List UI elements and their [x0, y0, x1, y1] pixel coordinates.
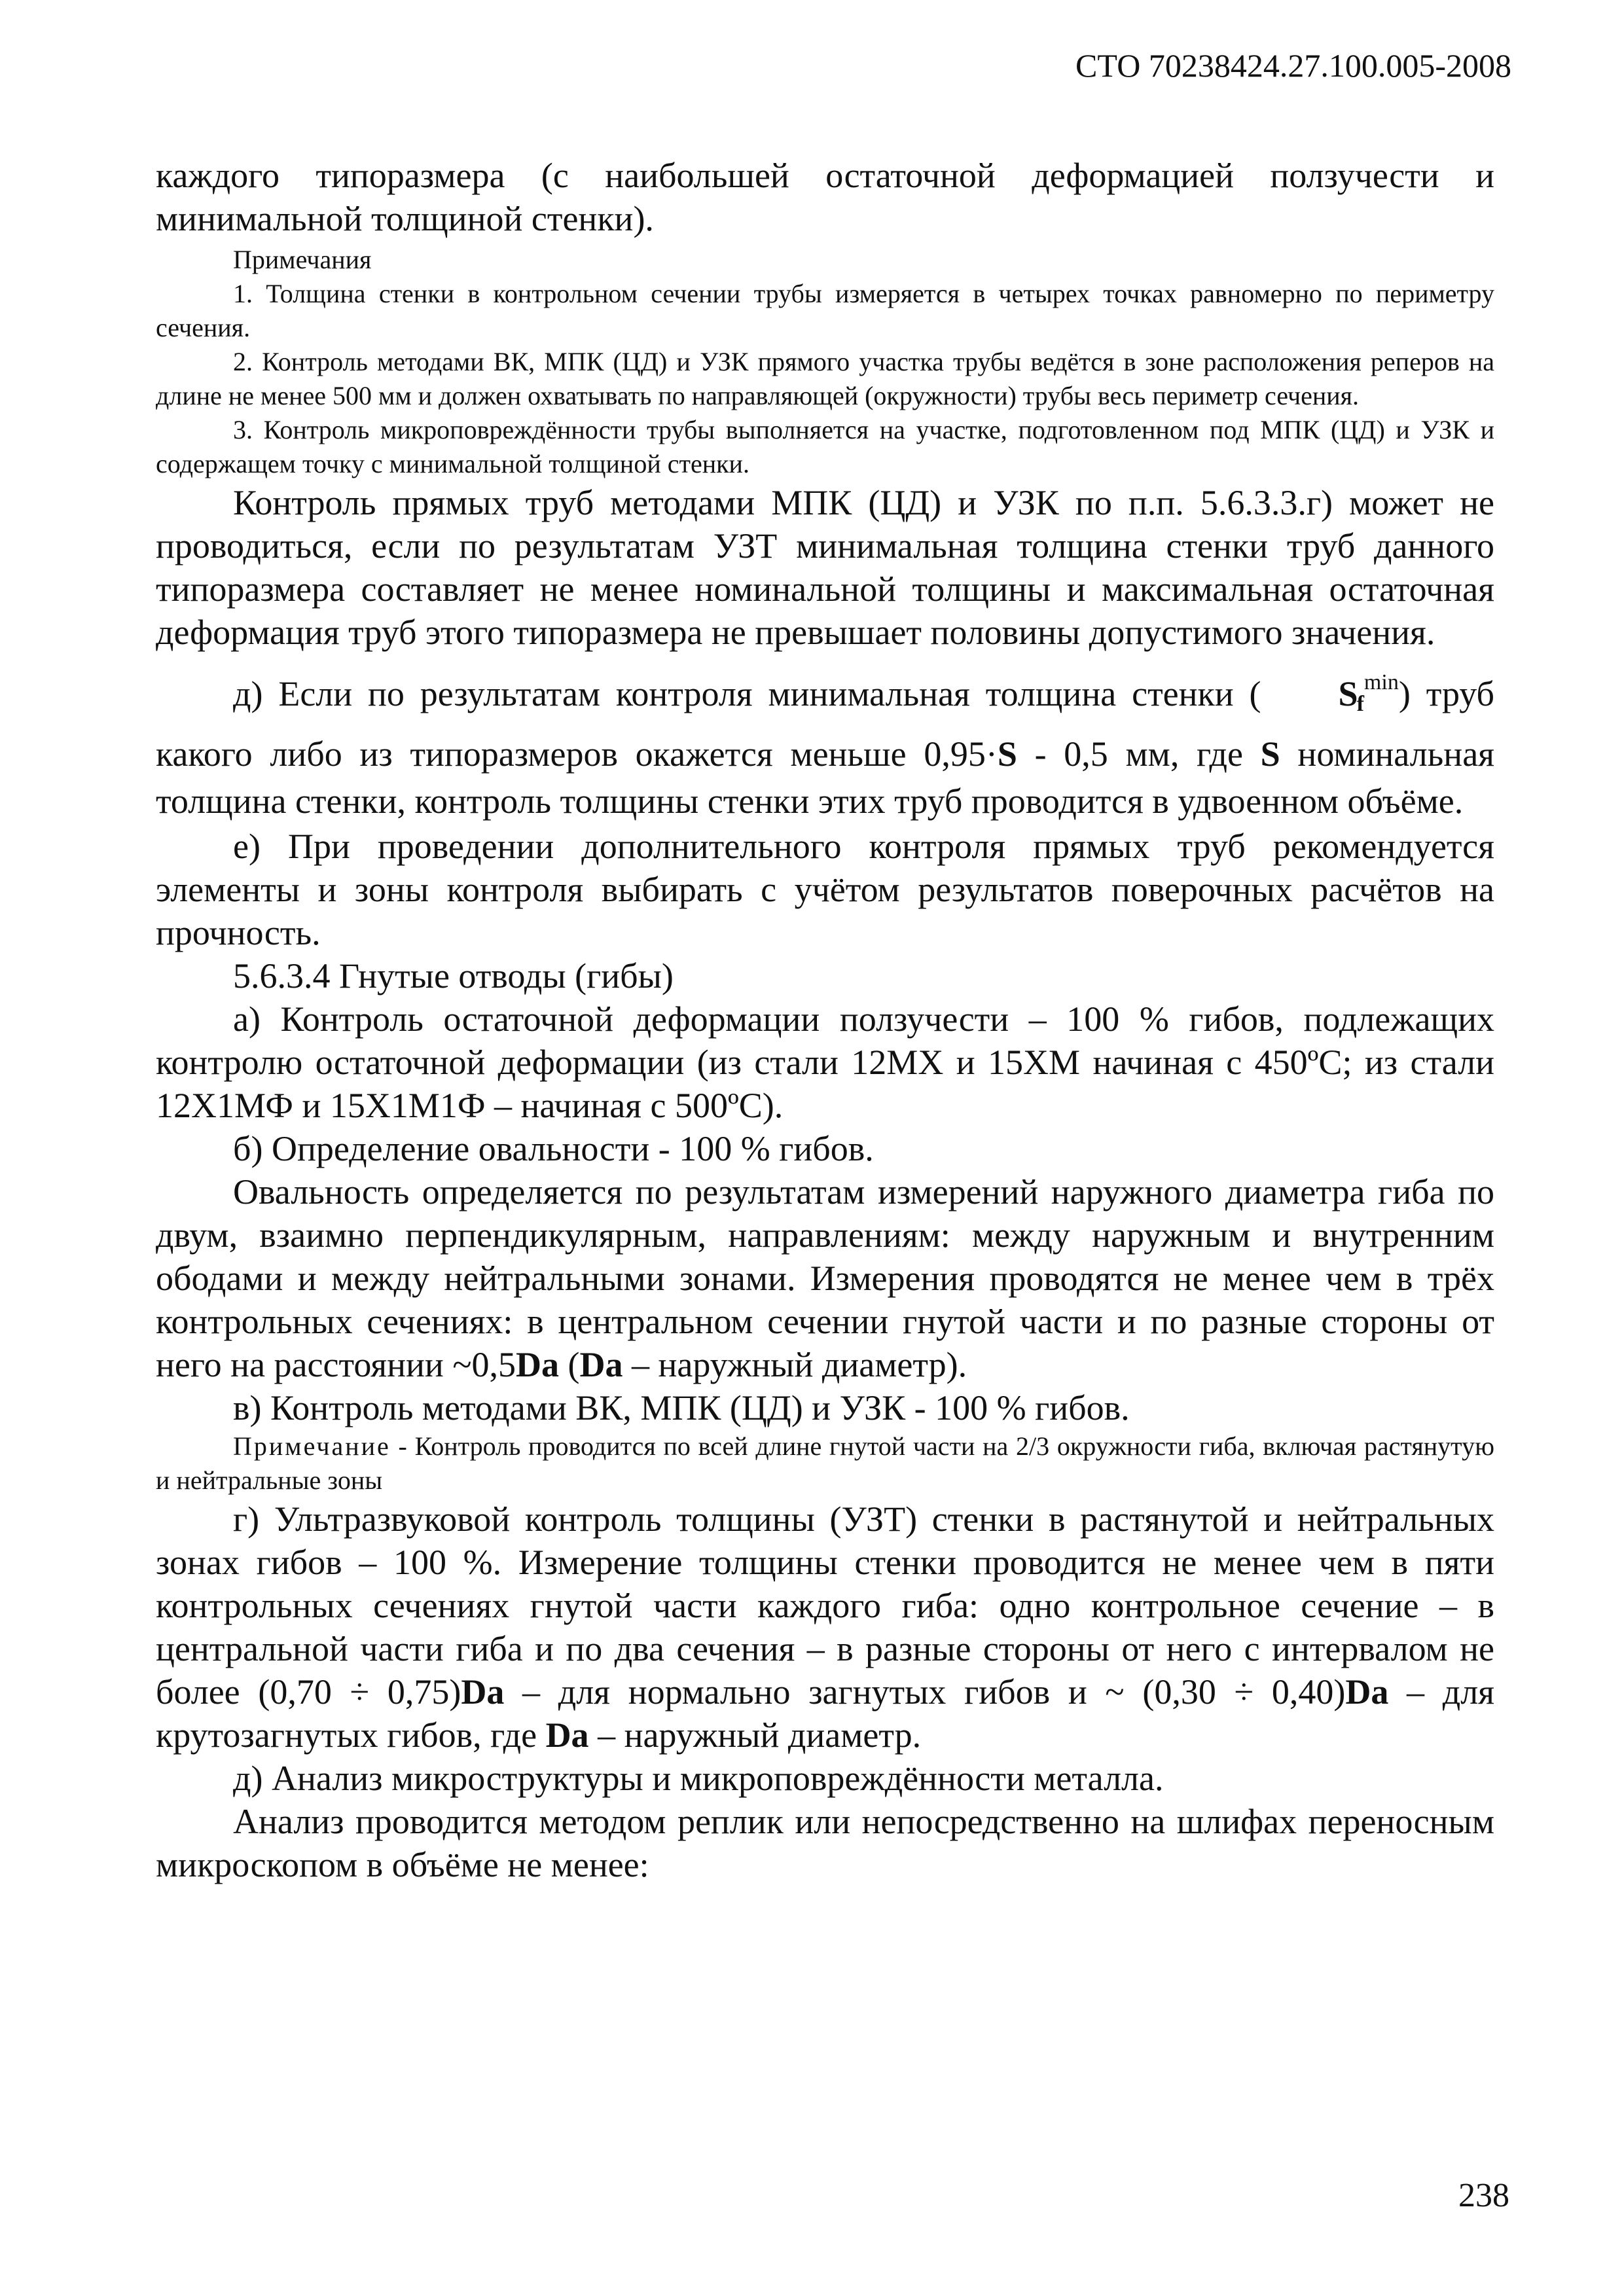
note-2: 2. Контроль методами ВК, МПК (ЦД) и УЗК прямого участка трубы ведётся в зоне расположения реперов на длине не менее 500 мм и должен охватывать по направляющей (окружности) трубы весь периметр сечения. [156, 347, 1494, 410]
section-heading: 5.6.3.4 Гнутые отводы (гибы) [233, 956, 674, 996]
symbol-sub-f: f [1356, 691, 1364, 716]
note-bends-label: Примечание [233, 1431, 391, 1461]
item-d-paragraph [156, 663, 1494, 825]
analysis-paragraph: Анализ проводится методом реплик или непосредственно на шлифах переносным микроскопом в объёме не менее: [156, 1801, 1494, 1884]
item-d-text-2: ) труб какого либо из типоразмеров окажется меньше 0,95· [156, 674, 1495, 774]
item-g-text-2: – для нормально загнутых гибов и ~ (0,30 ÷ 0,40) [504, 1672, 1346, 1712]
item-d-text-4: номинальная толщина стенки, контроль толщины стенки этих труб проводится в удвоенном объёме. [156, 734, 1494, 821]
wall-thickness-symbol [1261, 670, 1399, 716]
item-g-text-4: – наружный диаметр. [588, 1715, 922, 1755]
item-a-paragraph: а) Контроль остаточной деформации ползучести – 100 % гибов, подлежащих контролю остаточной деформации (из стали 12МХ и 15ХМ начиная с 450ºС; из стали 12Х1МФ и 15Х1М1Ф – начиная с 500ºС). [156, 999, 1494, 1125]
note-bends-text: - Контроль проводится по всей длине гнутой части на 2/3 окружности гиба, включая растянутую и нейтральные зоны [156, 1431, 1494, 1495]
item-g-bold-da-3: Da [545, 1715, 589, 1755]
item-g-bold-da-1: Da [461, 1672, 505, 1712]
note-bends [156, 1429, 1494, 1498]
symbol-s: S [1338, 674, 1358, 713]
ovality-paragraph [156, 1170, 1494, 1386]
item-g-bold-da-2: Da [1345, 1672, 1389, 1712]
item-d-text-1: д) Если по результатам контроля минимальная толщина стенки ( [233, 674, 1261, 713]
note-1: 1. Толщина стенки в контрольном сечении трубы измеряется в четырех точках равномерно по периметру сечения. [156, 279, 1494, 342]
item-e-paragraph: е) При проведении дополнительного контроля прямых труб рекомендуется элементы и зоны контроля выбирать с учётом результатов поверочных расчётов на прочность. [156, 826, 1494, 952]
ovality-text-3: – наружный диаметр). [623, 1344, 967, 1384]
page-number: 238 [1458, 2177, 1509, 2214]
ovality-bold-da-1: Da [516, 1344, 560, 1384]
straight-pipes-paragraph: Контроль прямых труб методами МПК (ЦД) и УЗК по п.п. 5.6.3.3.г) может не проводиться, если по результатам УЗТ минимальная толщина стенки труб данного типоразмера составляет не менее номинальной толщины и максимальная остаточная деформация труб этого типоразмера не превышает половины допустимого значения. [156, 483, 1494, 652]
item-g-paragraph [156, 1498, 1494, 1757]
document-code-header: СТО 70238424.27.100.005-2008 [1075, 47, 1511, 84]
item-v-paragraph: в) Контроль методами ВК, МПК (ЦД) и УЗК - 100 % гибов. [233, 1388, 1130, 1427]
item-b-paragraph: б) Определение овальности - 100 % гибов. [233, 1128, 874, 1168]
item-g-text-1: г) Ультразвуковой контроль толщины (УЗТ) стенки в растянутой и нейтральных зонах гибов – 100 %. Измерение толщины стенки проводится не менее чем в пяти контрольных сечениях гнутой части каждого гиба: одно контрольное сечение – в центральной части гиба и по два сечения – в разные стороны от него с интервалом не более (0,70 ÷ 0,75) [156, 1499, 1494, 1712]
item-g-text-3: – для крутозагнутых гибов, где [156, 1672, 1494, 1755]
ovality-bold-da-2: Da [579, 1344, 623, 1384]
symbol-sup-min: min [1363, 670, 1399, 694]
ovality-text-1: Овальность определяется по результатам измерений наружного диаметра гиба по двум, взаимно перпендикулярным, направлениям: между наружным и внутренним ободами и между нейтральными зонами. Измерения проводятся не менее чем в трёх контрольных сечениях: в центральном сечении гнутой части и по разные стороны от него на расстоянии ~0,5 [156, 1172, 1494, 1384]
item-d2-paragraph: д) Анализ микроструктуры и микроповреждённости металла. [233, 1758, 1164, 1798]
ovality-text-2: ( [559, 1344, 580, 1384]
item-d-text-3: - 0,5 мм, где [1017, 734, 1261, 774]
note-3: 3. Контроль микроповреждённости трубы выполняется на участке, подготовленном под МПК (ЦД) и УЗК и содержащем точку с минимальной толщиной стенки. [156, 415, 1494, 478]
intro-paragraph: каждого типоразмера (с наибольшей остаточной деформацией ползучести и минимальной толщиной стенки). [156, 156, 1494, 238]
page-content [156, 154, 1494, 1886]
notes-heading: Примечания [233, 245, 372, 274]
item-d-bold-s1: S [997, 734, 1017, 774]
item-d-bold-s2: S [1260, 734, 1280, 774]
